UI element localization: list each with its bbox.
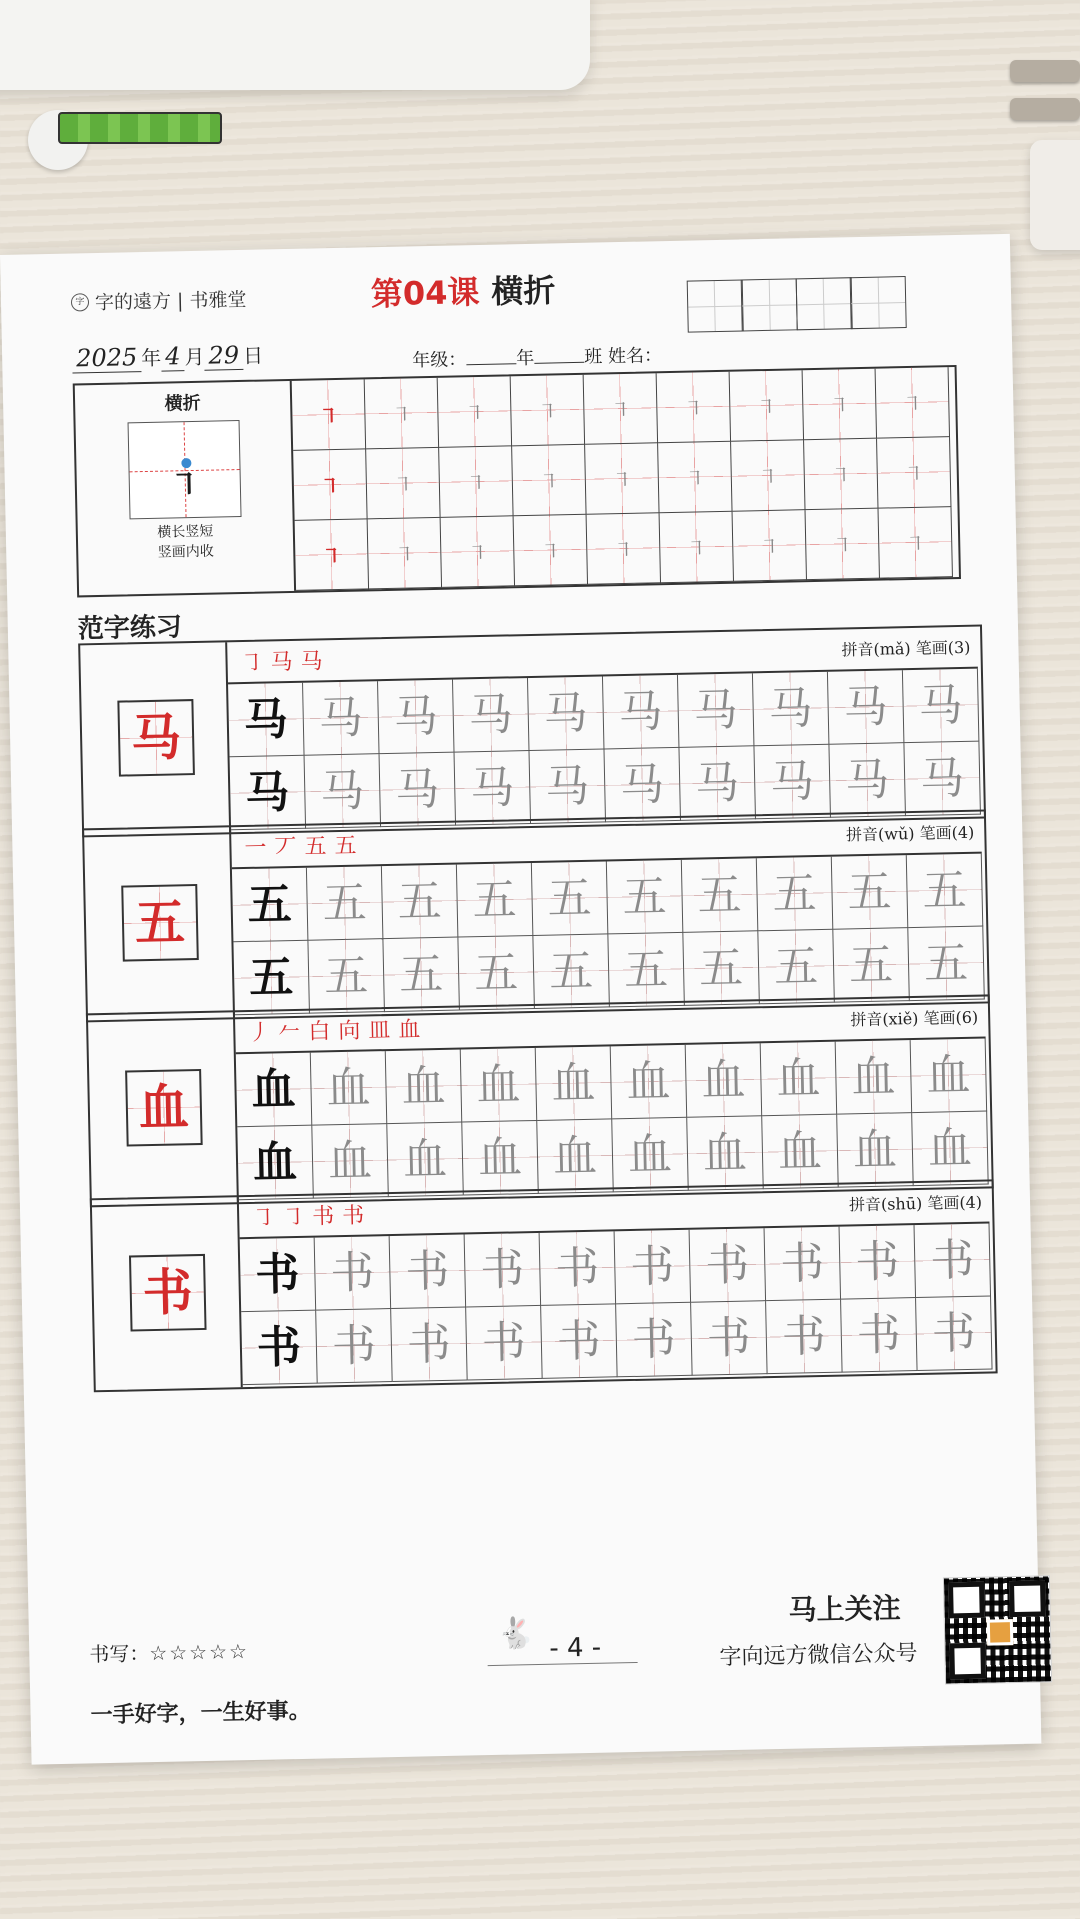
stroke-order-step: 书 (341, 1203, 373, 1230)
character-info (846, 820, 975, 846)
model-character: 书 (129, 1254, 207, 1332)
practice-cell[interactable]: 血 (911, 1039, 988, 1114)
stroke-cell[interactable]: ㇕ (366, 448, 440, 520)
stroke-order-step: 白 (308, 1019, 339, 1045)
practice-cell[interactable]: 血 (537, 1119, 614, 1194)
practice-grid[interactable] (240, 1221, 993, 1385)
practice-cell[interactable]: 血 (611, 1045, 688, 1120)
stroke-order-step: 五 (304, 834, 335, 860)
rating-label: 书写： (89, 1641, 150, 1667)
stroke-cell[interactable]: ㇕ (660, 512, 734, 584)
model-character-panel (88, 1012, 239, 1205)
stroke-order-step: 五 (334, 833, 365, 860)
practice-cell[interactable]: 马 (528, 676, 605, 751)
stroke-cell[interactable]: ㇕ (733, 510, 807, 582)
date-year: 2025 (72, 343, 142, 373)
stroke-cell[interactable]: ㇕ (585, 443, 659, 515)
character-info (849, 1190, 983, 1216)
practice-cell[interactable]: 书 (766, 1300, 843, 1375)
writing-rating (89, 1635, 249, 1667)
practice-cell[interactable]: 书 (765, 1227, 842, 1302)
practice-cell[interactable]: 马 (305, 754, 382, 829)
name-box[interactable] (795, 277, 852, 330)
stroke-cell[interactable]: ㇕ (365, 378, 439, 450)
date-month: 4 (161, 342, 185, 371)
date-line (72, 340, 263, 373)
stroke-order-step: 丿 (248, 1020, 279, 1046)
stroke-order (252, 1198, 373, 1232)
stroke-cell[interactable]: ㇕ (804, 439, 878, 511)
practice-cell[interactable]: 马 (753, 672, 830, 747)
model-character: 五 (121, 884, 199, 962)
practice-cell[interactable]: 马 (828, 670, 905, 745)
stroke-grid[interactable] (292, 367, 953, 591)
practice-cell[interactable]: 马 (378, 680, 455, 755)
month-unit: 月 (184, 344, 205, 370)
practice-grid[interactable] (228, 667, 981, 831)
practice-cell[interactable]: 书 (465, 1233, 542, 1308)
stroke-cell[interactable]: ㇕ (511, 375, 585, 447)
year-label: 年 (516, 347, 535, 370)
practice-cell[interactable]: 书 (840, 1225, 917, 1300)
brand-logo (71, 285, 247, 316)
practice-cell[interactable]: 书 (690, 1228, 767, 1303)
pinyin-label: 拼音(shū) (848, 1193, 923, 1215)
page-underline (488, 1662, 638, 1666)
practice-cell[interactable]: 五 (683, 931, 760, 1006)
stroke-practice-panel (73, 365, 961, 597)
stroke-demo (75, 381, 296, 595)
practice-cell[interactable]: 血 (462, 1121, 539, 1196)
practice-cell[interactable]: 马 (603, 675, 680, 750)
practice-cell[interactable]: 血 (311, 1051, 388, 1126)
practice-cell[interactable]: 五 (833, 928, 910, 1003)
stroke-order-step: 马 (270, 649, 301, 676)
practice-cell[interactable]: 五 (383, 938, 460, 1013)
practice-cell[interactable]: 马 (678, 673, 755, 748)
stroke-cell[interactable]: ㇕ (658, 442, 732, 514)
model-cell[interactable]: 五 (232, 868, 309, 943)
stroke-order (248, 1012, 429, 1047)
model-cell[interactable]: 五 (233, 941, 310, 1016)
practice-cell[interactable]: 马 (530, 749, 607, 824)
brand-text: 字的遠方 | 书雅堂 (94, 288, 247, 315)
stroke-cell[interactable]: ㇕ (587, 513, 661, 585)
practice-cell[interactable]: 血 (762, 1115, 839, 1190)
practice-cell[interactable]: 书 (466, 1306, 543, 1381)
worksheet (0, 234, 1041, 1765)
stroke-cell[interactable]: ㇕ (292, 379, 366, 451)
practice-cell[interactable]: 马 (903, 669, 980, 744)
character-block (86, 994, 994, 1207)
practice-cell[interactable]: 书 (541, 1304, 618, 1379)
stroke-cell[interactable]: ㇕ (876, 367, 950, 439)
wechat-account: 字向远方微信公众号 (719, 1641, 918, 1671)
stroke-order-step: 血 (398, 1017, 429, 1043)
stroke-cell[interactable]: ㇕ (438, 376, 512, 448)
practice-cell[interactable]: 五 (307, 866, 384, 941)
stroke-cell[interactable]: ㇕ (657, 372, 731, 444)
rabbit-icon: 🐇 (496, 1616, 535, 1652)
practice-cell[interactable]: 马 (303, 681, 380, 756)
practice-cell[interactable]: 血 (837, 1113, 914, 1188)
practice-cell[interactable]: 五 (608, 933, 685, 1008)
practice-cell[interactable]: 五 (682, 858, 759, 933)
practice-cell[interactable]: 血 (612, 1118, 689, 1193)
model-character: 马 (117, 699, 195, 777)
practice-cell[interactable]: 五 (907, 854, 984, 929)
stroke-title: 横折 (164, 392, 201, 415)
stroke-count-label: 笔画(6) (923, 1007, 979, 1028)
practice-cell[interactable]: 五 (908, 927, 985, 1002)
name-label: 姓名： (607, 345, 663, 368)
practice-cell[interactable]: 血 (687, 1116, 764, 1191)
practice-cell[interactable]: 血 (312, 1124, 389, 1199)
practice-cell[interactable]: 书 (316, 1309, 393, 1384)
stroke-cell[interactable]: ㇕ (730, 370, 804, 442)
stroke-order-step: 皿 (368, 1017, 399, 1044)
practice-cell[interactable]: 书 (616, 1303, 693, 1378)
practice-cell[interactable]: 血 (536, 1046, 613, 1121)
practice-cell[interactable]: 血 (461, 1048, 538, 1123)
practice-cell[interactable]: 血 (836, 1040, 913, 1115)
practice-cell[interactable]: 五 (382, 865, 459, 940)
model-character-panel (80, 642, 231, 835)
stroke-cell[interactable]: ㇕ (879, 507, 953, 579)
tablet-edge (0, 0, 590, 90)
model-cell[interactable]: 马 (230, 756, 307, 831)
rating-stars[interactable]: ☆☆☆☆☆ (149, 1639, 250, 1666)
practice-cell[interactable]: 五 (532, 861, 609, 936)
lesson-name: 横折 (491, 271, 556, 311)
stroke-diagram (127, 420, 241, 519)
practice-cell[interactable]: 马 (679, 746, 756, 821)
lesson-title (370, 265, 555, 315)
practice-cell[interactable]: 五 (457, 863, 534, 938)
practice-cell[interactable]: 五 (458, 936, 535, 1011)
practice-cell[interactable]: 马 (453, 678, 530, 753)
stroke-cell[interactable]: ㇕ (368, 518, 442, 590)
character-block (90, 1179, 998, 1392)
lesson-number: 第04课 (370, 272, 480, 314)
stroke-cell[interactable]: ㇕ (731, 440, 805, 512)
stroke-cell[interactable]: ㇕ (584, 373, 658, 445)
brand-circle-icon: 字 (71, 293, 89, 311)
practice-cell[interactable]: 书 (390, 1234, 467, 1309)
grade-label: 年级： (412, 349, 467, 372)
stroke-order-step: ㇆ (281, 1204, 313, 1231)
model-cell[interactable]: 马 (228, 683, 305, 758)
pinyin-label: 拼音(wǔ) (845, 823, 915, 845)
stroke-order-step: 丆 (274, 834, 305, 861)
stroke-cell[interactable]: ㇕ (293, 449, 367, 521)
character-block (82, 809, 990, 1022)
stroke-count-label: 笔画(4) (919, 822, 975, 843)
practice-cell[interactable]: 血 (686, 1043, 763, 1118)
character-block (78, 625, 986, 838)
practice-cell[interactable]: 五 (607, 860, 684, 935)
pinyin-label: 拼音(mǎ) (841, 639, 911, 660)
plug-prong (1010, 60, 1080, 82)
practice-cell[interactable]: 血 (912, 1112, 989, 1187)
charger-plug (1030, 140, 1080, 250)
practice-cell[interactable]: 书 (691, 1301, 768, 1376)
practice-cell[interactable]: 血 (387, 1123, 464, 1198)
page-number: - 4 - (548, 1632, 602, 1664)
practice-cell[interactable]: 书 (615, 1230, 692, 1305)
practice-cell[interactable]: 五 (832, 855, 909, 930)
class-info-line (412, 341, 662, 372)
practice-cell[interactable]: 血 (761, 1042, 838, 1117)
stroke-cell[interactable]: ㇕ (439, 446, 513, 518)
model-character: 血 (125, 1069, 203, 1147)
stroke-tip-2: 竖画内收 (157, 543, 214, 561)
stroke-tip-1: 横长竖短 (157, 523, 214, 541)
practice-cell[interactable]: 马 (904, 742, 981, 817)
motto: 一手好字，一生好事。 (90, 1698, 311, 1729)
stroke-diagram-glyph: ㇕ (169, 467, 200, 504)
stroke-order-step: 向 (338, 1018, 369, 1045)
practice-cell[interactable]: 书 (916, 1296, 993, 1371)
pinyin-label: 拼音(xiě) (850, 1008, 919, 1030)
practice-cell[interactable]: 马 (604, 748, 681, 823)
practice-cell[interactable]: 马 (455, 751, 532, 826)
model-cell[interactable]: 书 (240, 1238, 317, 1313)
stroke-cell[interactable]: ㇕ (877, 437, 951, 509)
stroke-order-step: 一 (244, 835, 275, 862)
stroke-order-step: 𠂉 (278, 1019, 309, 1046)
stroke-count-label: 笔画(3) (915, 637, 971, 658)
section-title: 范字练习 (77, 612, 183, 645)
stroke-count-label: 笔画(4) (927, 1192, 983, 1213)
practice-cell[interactable]: 马 (754, 745, 831, 820)
practice-cell[interactable]: 书 (540, 1231, 617, 1306)
clip-tape (58, 112, 222, 144)
practice-cell[interactable]: 书 (841, 1298, 918, 1373)
practice-cell[interactable]: 五 (757, 857, 834, 932)
class-blank[interactable] (534, 362, 584, 364)
stroke-order-step: 马 (300, 649, 331, 675)
stroke-cell[interactable]: ㇕ (514, 515, 588, 587)
practice-grid[interactable] (236, 1037, 989, 1201)
start-point-icon (181, 458, 191, 468)
model-cell[interactable]: 书 (241, 1311, 318, 1386)
name-box[interactable] (741, 278, 798, 331)
practice-cell[interactable]: 五 (308, 939, 385, 1014)
date-day: 29 (204, 341, 243, 371)
practice-cell[interactable]: 马 (829, 743, 906, 818)
stroke-cell[interactable]: ㇕ (512, 445, 586, 517)
practice-cell[interactable]: 五 (758, 930, 835, 1005)
stroke-cell[interactable]: ㇕ (806, 509, 880, 581)
model-character-panel (92, 1197, 243, 1390)
practice-cell[interactable]: 血 (386, 1050, 463, 1125)
practice-grid[interactable] (232, 852, 985, 1016)
grade-blank[interactable] (466, 363, 516, 365)
name-box[interactable] (686, 279, 743, 332)
stroke-order-step: 书 (311, 1204, 343, 1230)
stroke-order (244, 828, 365, 862)
model-cell[interactable]: 血 (236, 1053, 313, 1128)
plug-prong (1010, 98, 1080, 120)
stroke-order-step: ㇆ (240, 650, 271, 677)
stroke-order (240, 644, 331, 677)
practice-cell[interactable]: 书 (391, 1307, 468, 1382)
name-writing-boxes[interactable] (688, 276, 907, 333)
practice-cell[interactable]: 书 (315, 1236, 392, 1311)
practice-cell[interactable]: 五 (533, 934, 610, 1009)
class-label: 班 (584, 346, 603, 368)
stroke-cell[interactable]: ㇕ (441, 516, 515, 588)
model-character-panel (84, 827, 235, 1020)
qr-code-icon[interactable] (943, 1575, 1052, 1684)
model-cell[interactable]: 血 (237, 1126, 314, 1201)
year-unit: 年 (141, 345, 162, 371)
name-box[interactable] (850, 276, 907, 329)
follow-title: 马上关注 (788, 1591, 901, 1627)
practice-cell[interactable]: 马 (380, 753, 457, 828)
character-info (850, 1005, 978, 1031)
character-info (841, 635, 970, 661)
stroke-cell[interactable]: ㇕ (803, 369, 877, 441)
stroke-order-step: ㇆ (251, 1205, 283, 1231)
stroke-cell[interactable]: ㇕ (295, 519, 369, 591)
day-unit: 日 (242, 343, 264, 368)
practice-cell[interactable]: 书 (915, 1223, 992, 1298)
